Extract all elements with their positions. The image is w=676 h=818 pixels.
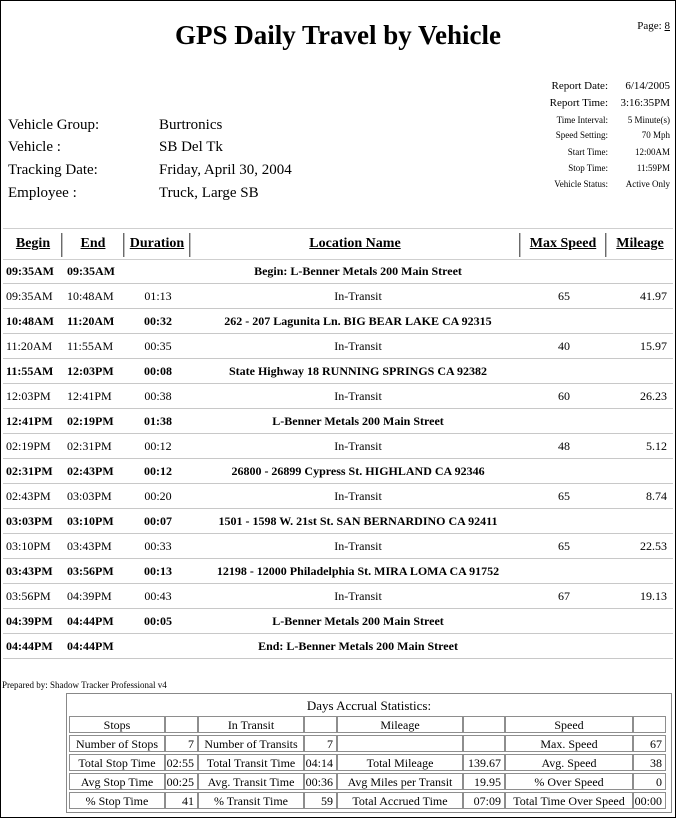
row-max-speed: 60 (558, 389, 570, 403)
stats-cell: 04:14 (304, 754, 337, 771)
row-mileage: 22.53 (640, 539, 667, 553)
row-location: In-Transit (334, 289, 382, 303)
row-end: 10:48AM (67, 289, 114, 303)
row-begin: 02:19PM (6, 439, 51, 453)
table-header (3, 228, 673, 260)
stats-header-cell (633, 716, 666, 733)
row-end: 02:43PM (67, 464, 114, 478)
table-row (3, 559, 673, 584)
meta-row (551, 80, 670, 92)
row-begin: 02:31PM (6, 464, 53, 478)
row-duration: 01:13 (144, 289, 172, 303)
row-duration: 00:12 (144, 439, 172, 453)
stats-cell: 19.95 (463, 773, 505, 790)
row-location: State Highway 18 RUNNING SPRINGS CA 92382 (228, 364, 488, 378)
row-begin: 02:43PM (6, 489, 51, 503)
row-location: End: L-Benner Metals 200 Main Street (258, 639, 458, 653)
row-end: 11:20AM (67, 314, 115, 328)
meta-value: 6/14/2005 (625, 80, 670, 92)
row-begin: 11:55AM (6, 364, 54, 378)
row-duration: 00:08 (144, 364, 172, 378)
stats-cell: Avg. Speed (505, 754, 633, 771)
meta-row (568, 163, 670, 173)
row-begin: 11:20AM (6, 339, 53, 353)
row-location: Begin: L-Benner Metals 200 Main Street (254, 264, 462, 278)
vehicle-info-label: Employee : (8, 185, 77, 201)
col-duration[interactable]: Duration (125, 233, 191, 257)
stats-cell: % Over Speed (505, 773, 633, 790)
table-row (3, 284, 673, 309)
row-mileage: 26.23 (640, 389, 667, 403)
row-end: 04:44PM (67, 614, 114, 628)
stats-header-cell: In Transit (198, 716, 304, 733)
row-duration: 00:33 (144, 539, 172, 553)
table-row (3, 259, 673, 284)
row-location: In-Transit (334, 489, 382, 503)
row-end: 04:39PM (67, 589, 112, 603)
row-begin: 09:35AM (6, 289, 53, 303)
row-duration: 00:43 (144, 589, 172, 603)
col-max-speed[interactable]: Max Speed (521, 233, 607, 257)
meta-row (550, 97, 670, 109)
row-begin: 12:03PM (6, 389, 51, 403)
row-location: 26800 - 26899 Cypress St. HIGHLAND CA 92346 (231, 464, 485, 478)
row-begin: 04:44PM (6, 639, 53, 653)
vehicle-info-label: Vehicle : (8, 139, 61, 155)
row-begin: 09:35AM (6, 264, 54, 278)
stats-cell: 0 (633, 773, 666, 790)
row-max-speed: 48 (558, 439, 570, 453)
table-row (3, 434, 673, 459)
row-begin: 03:43PM (6, 564, 53, 578)
row-begin: 12:41PM (6, 414, 53, 428)
stats-cell: Total Mileage (337, 754, 463, 771)
row-end: 11:55AM (67, 339, 114, 353)
stats-cell: 7 (304, 735, 337, 752)
col-location[interactable]: Location Name (191, 233, 521, 257)
row-location: In-Transit (334, 539, 382, 553)
vehicle-info-row (8, 162, 292, 179)
stats-cell (463, 735, 505, 752)
meta-row (568, 147, 670, 157)
meta-value: 12:00AM (634, 147, 670, 157)
col-begin[interactable]: Begin (5, 233, 63, 257)
table-row (3, 459, 673, 484)
row-duration: 00:20 (144, 489, 172, 503)
table-row (3, 634, 673, 659)
row-duration: 00:38 (144, 389, 172, 403)
row-location: L-Benner Metals 200 Main Street (272, 614, 444, 628)
vehicle-info-value: Burtronics (159, 117, 223, 133)
stats-header-cell: Speed (505, 716, 633, 733)
meta-label: Time Interval: (556, 115, 608, 125)
vehicle-info-value: Truck, Large SB (159, 185, 259, 201)
meta-value: 3:16:35PM (620, 97, 670, 109)
row-end: 04:44PM (67, 639, 114, 653)
stats-header-cell (165, 716, 198, 733)
vehicle-info-value: Friday, April 30, 2004 (159, 162, 292, 178)
row-duration: 00:05 (144, 614, 172, 628)
stats-cell: 00:00 (633, 792, 666, 809)
stats-cell: Avg Miles per Transit (337, 773, 463, 790)
stats-header-cell: Stops (69, 716, 165, 733)
vehicle-info-row (8, 117, 222, 134)
row-duration: 00:35 (144, 339, 172, 353)
col-end[interactable]: End (63, 233, 125, 257)
row-end: 12:41PM (67, 389, 112, 403)
meta-label: Speed Setting: (555, 130, 608, 140)
table-row (3, 309, 673, 334)
row-mileage: 8.74 (646, 489, 667, 503)
row-max-speed: 65 (558, 539, 570, 553)
row-end: 03:43PM (67, 539, 112, 553)
stats-cell: 07:09 (463, 792, 505, 809)
stats-cell: Total Time Over Speed (505, 792, 633, 809)
row-duration: 00:12 (144, 464, 172, 478)
row-duration: 00:32 (144, 314, 172, 328)
stats-cell: Total Accrued Time (337, 792, 463, 809)
stats-cell: 41 (165, 792, 198, 809)
row-mileage: 41.97 (640, 289, 667, 303)
row-location: 262 - 207 Lagunita Ln. BIG BEAR LAKE CA 92315 (224, 314, 492, 328)
table-row (3, 359, 673, 384)
meta-label: Stop Time: (568, 163, 608, 173)
row-end: 09:35AM (67, 264, 115, 278)
row-location: In-Transit (334, 389, 382, 403)
stats-cell: % Stop Time (69, 792, 165, 809)
row-end: 03:56PM (67, 564, 114, 578)
stats-cell: 7 (165, 735, 198, 752)
page-number (637, 20, 670, 32)
row-location: In-Transit (334, 589, 382, 603)
row-duration: 01:38 (144, 414, 172, 428)
meta-label: Start Time: (567, 147, 608, 157)
row-begin: 03:56PM (6, 589, 51, 603)
meta-value: 70 Mph (641, 130, 670, 140)
row-max-speed: 40 (558, 339, 570, 353)
row-begin: 10:48AM (6, 314, 54, 328)
stats-cell: % Transit Time (198, 792, 304, 809)
stats-cell: 00:25 (165, 773, 198, 790)
vehicle-info-row (8, 139, 223, 156)
stats-cell (337, 735, 463, 752)
row-end: 02:19PM (67, 414, 114, 428)
row-max-speed: 65 (558, 289, 570, 303)
row-location: 12198 - 12000 Philadelphia St. MIRA LOMA CA 91752 (216, 564, 500, 578)
stats-cell: 38 (633, 754, 666, 771)
vehicle-info-label: Vehicle Group: (8, 117, 100, 133)
meta-row (554, 179, 670, 189)
table-row (3, 484, 673, 509)
stats-header-cell (304, 716, 337, 733)
vehicle-info-row (8, 185, 259, 202)
vehicle-info-label: Tracking Date: (8, 162, 98, 178)
table-row (3, 409, 673, 434)
stats-cell: Number of Stops (69, 735, 165, 752)
table-row (3, 584, 673, 609)
row-mileage: 19.13 (640, 589, 667, 603)
meta-label: Report Date: (551, 80, 608, 92)
row-begin: 03:10PM (6, 539, 51, 553)
stats-cell: Total Transit Time (198, 754, 304, 771)
vehicle-info-value: SB Del Tk (159, 139, 223, 155)
meta-row (556, 130, 670, 140)
meta-value: 11:59PM (636, 163, 670, 173)
page-number-link[interactable]: 8 (664, 20, 670, 32)
row-end: 03:10PM (67, 514, 114, 528)
stats-panel (66, 693, 672, 813)
report-title: GPS Daily Travel by Vehicle (174, 20, 502, 50)
stats-cell: Max. Speed (505, 735, 633, 752)
stats-cell: 00:36 (304, 773, 337, 790)
meta-value: Active Only (625, 179, 670, 189)
row-duration: 00:13 (144, 564, 172, 578)
stats-cell: 67 (633, 735, 666, 752)
table-row (3, 534, 673, 559)
row-location: In-Transit (334, 339, 382, 353)
row-location: L-Benner Metals 200 Main Street (272, 414, 444, 428)
prepared-by: Prepared by: Shadow Tracker Professional v4 (2, 680, 167, 690)
page-label: Page: (637, 20, 662, 32)
row-location: In-Transit (334, 439, 382, 453)
table-row (3, 609, 673, 634)
stats-header-cell: Mileage (337, 716, 463, 733)
stats-header-cell (463, 716, 505, 733)
table-row (3, 384, 673, 409)
stats-cell: Avg. Transit Time (198, 773, 304, 790)
table-row (3, 334, 673, 359)
col-mileage[interactable]: Mileage (616, 236, 664, 251)
row-location: 1501 - 1598 W. 21st St. SAN BERNARDINO CA 92411 (218, 514, 498, 528)
meta-row (557, 115, 670, 125)
stats-cell: Avg Stop Time (69, 773, 165, 790)
stats-title: Days Accrual Statistics: (306, 698, 432, 713)
row-duration: 00:07 (144, 514, 172, 528)
row-begin: 04:39PM (6, 614, 53, 628)
row-begin: 03:03PM (6, 514, 53, 528)
meta-label: Vehicle Status: (554, 179, 608, 189)
table-row (3, 509, 673, 534)
stats-cell: 139.67 (463, 754, 505, 771)
row-end: 12:03PM (67, 364, 114, 378)
row-mileage: 5.12 (646, 439, 667, 453)
row-max-speed: 67 (558, 589, 570, 603)
row-end: 02:31PM (67, 439, 112, 453)
row-end: 03:03PM (67, 489, 112, 503)
stats-cell: 59 (304, 792, 337, 809)
stats-cell: 02:55 (165, 754, 198, 771)
meta-label: Report Time: (549, 97, 608, 109)
meta-value: 5 Minute(s) (627, 115, 670, 125)
stats-cell: Number of Transits (198, 735, 304, 752)
row-max-speed: 65 (558, 489, 570, 503)
stats-cell: Total Stop Time (69, 754, 165, 771)
row-mileage: 15.97 (640, 339, 667, 353)
